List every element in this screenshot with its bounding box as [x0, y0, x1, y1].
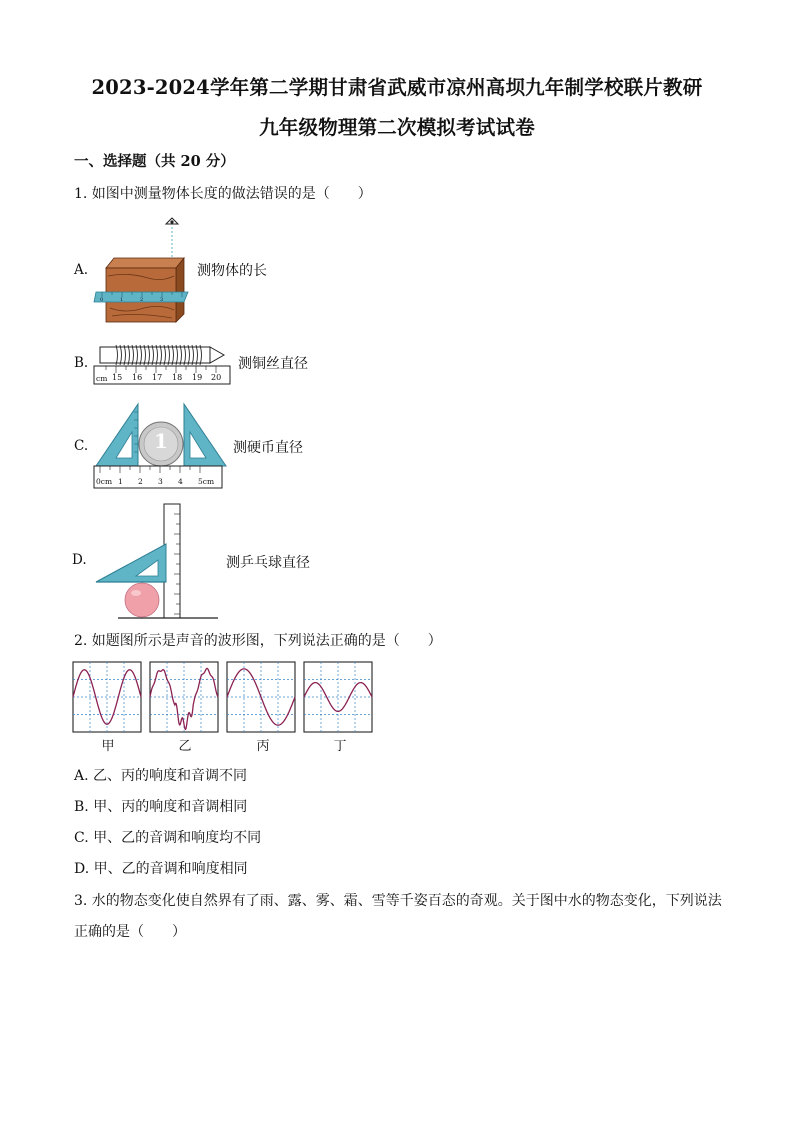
exam-title-line1: 2023-2024学年第二学期甘肃省武威市凉州高坝九年制学校联片教研	[91, 76, 703, 99]
ruler-b-label-18: 18	[172, 373, 183, 382]
ruler-c-label-2: 2	[138, 477, 143, 486]
q1-option-c-caption: 测硬币直径	[233, 440, 303, 456]
q1-option-a-figure	[92, 212, 192, 324]
q2-choice-c: C. 甲、乙的音调和响度均不同	[74, 830, 262, 846]
eye-icon	[166, 218, 178, 258]
wave-label-bing: 丙	[256, 739, 270, 754]
wave-label-yi: 乙	[178, 739, 192, 754]
q1-option-b-letter: B.	[74, 355, 89, 371]
ruler-c-label-5cm: 5cm	[198, 477, 215, 486]
ruler-b-label-17: 17	[152, 373, 163, 382]
waveform-panel-jia	[73, 662, 141, 732]
ruler-c-label-1: 1	[118, 477, 123, 486]
wave-label-ding: 丁	[333, 739, 347, 754]
q1-option-b-caption: 测铜丝直径	[238, 356, 308, 372]
wave-label-jia: 甲	[101, 739, 115, 754]
section-heading: 一、选择题（共 20 分）	[74, 153, 235, 170]
q2-waveform-figures	[72, 660, 374, 734]
svg-text:2: 2	[140, 297, 144, 303]
q2-choice-a: A. 乙、丙的响度和音调不同	[74, 768, 248, 784]
coin-numeral: 1	[154, 429, 168, 453]
ruler-b-label-15: 15	[112, 373, 123, 382]
q1-option-a-caption: 测物体的长	[197, 263, 267, 279]
question-2-stem: 2. 如题图所示是声音的波形图，下列说法正确的是（ ）	[74, 633, 442, 649]
ruler-c-label-0cm: 0cm	[96, 477, 113, 486]
q1-option-d-caption: 测乒乓球直径	[226, 555, 310, 571]
waveform-panel-ding	[304, 662, 372, 732]
svg-text:3: 3	[160, 297, 164, 303]
svg-text:1: 1	[120, 297, 124, 303]
q1-option-d-letter: D.	[72, 552, 87, 568]
ruler-b-label-20: 20	[211, 373, 222, 382]
ruler-c-label-4: 4	[178, 477, 183, 486]
question-3-stem-line1: 3. 水的物态变化使自然界有了雨、露、雾、霜、雪等千姿百态的奇观。关于图中水的物态变化，下列说法	[74, 893, 722, 909]
svg-text:0: 0	[100, 297, 104, 303]
exam-title-line2: 九年级物理第二次模拟考试试卷	[259, 116, 535, 139]
ruler-b-label-cm: cm	[96, 374, 108, 383]
waveform-panel-yi	[150, 662, 218, 732]
waveform-panel-bing	[227, 662, 295, 732]
q1-option-d-figure	[92, 500, 220, 622]
q1-option-c-letter: C.	[74, 438, 89, 454]
q2-choice-b: B. 甲、丙的响度和音调相同	[74, 799, 248, 815]
q2-choice-d: D. 甲、乙的音调和响度相同	[74, 861, 248, 877]
question-1-stem: 1. 如图中测量物体长度的做法错误的是（ ）	[74, 186, 372, 202]
ruler-c-label-3: 3	[158, 477, 163, 486]
ruler-b-label-19: 19	[192, 373, 203, 382]
ruler-b-label-16: 16	[132, 373, 143, 382]
q1-option-a-letter: A.	[74, 262, 89, 278]
question-3-stem-line2: 正确的是（ ）	[74, 924, 186, 940]
